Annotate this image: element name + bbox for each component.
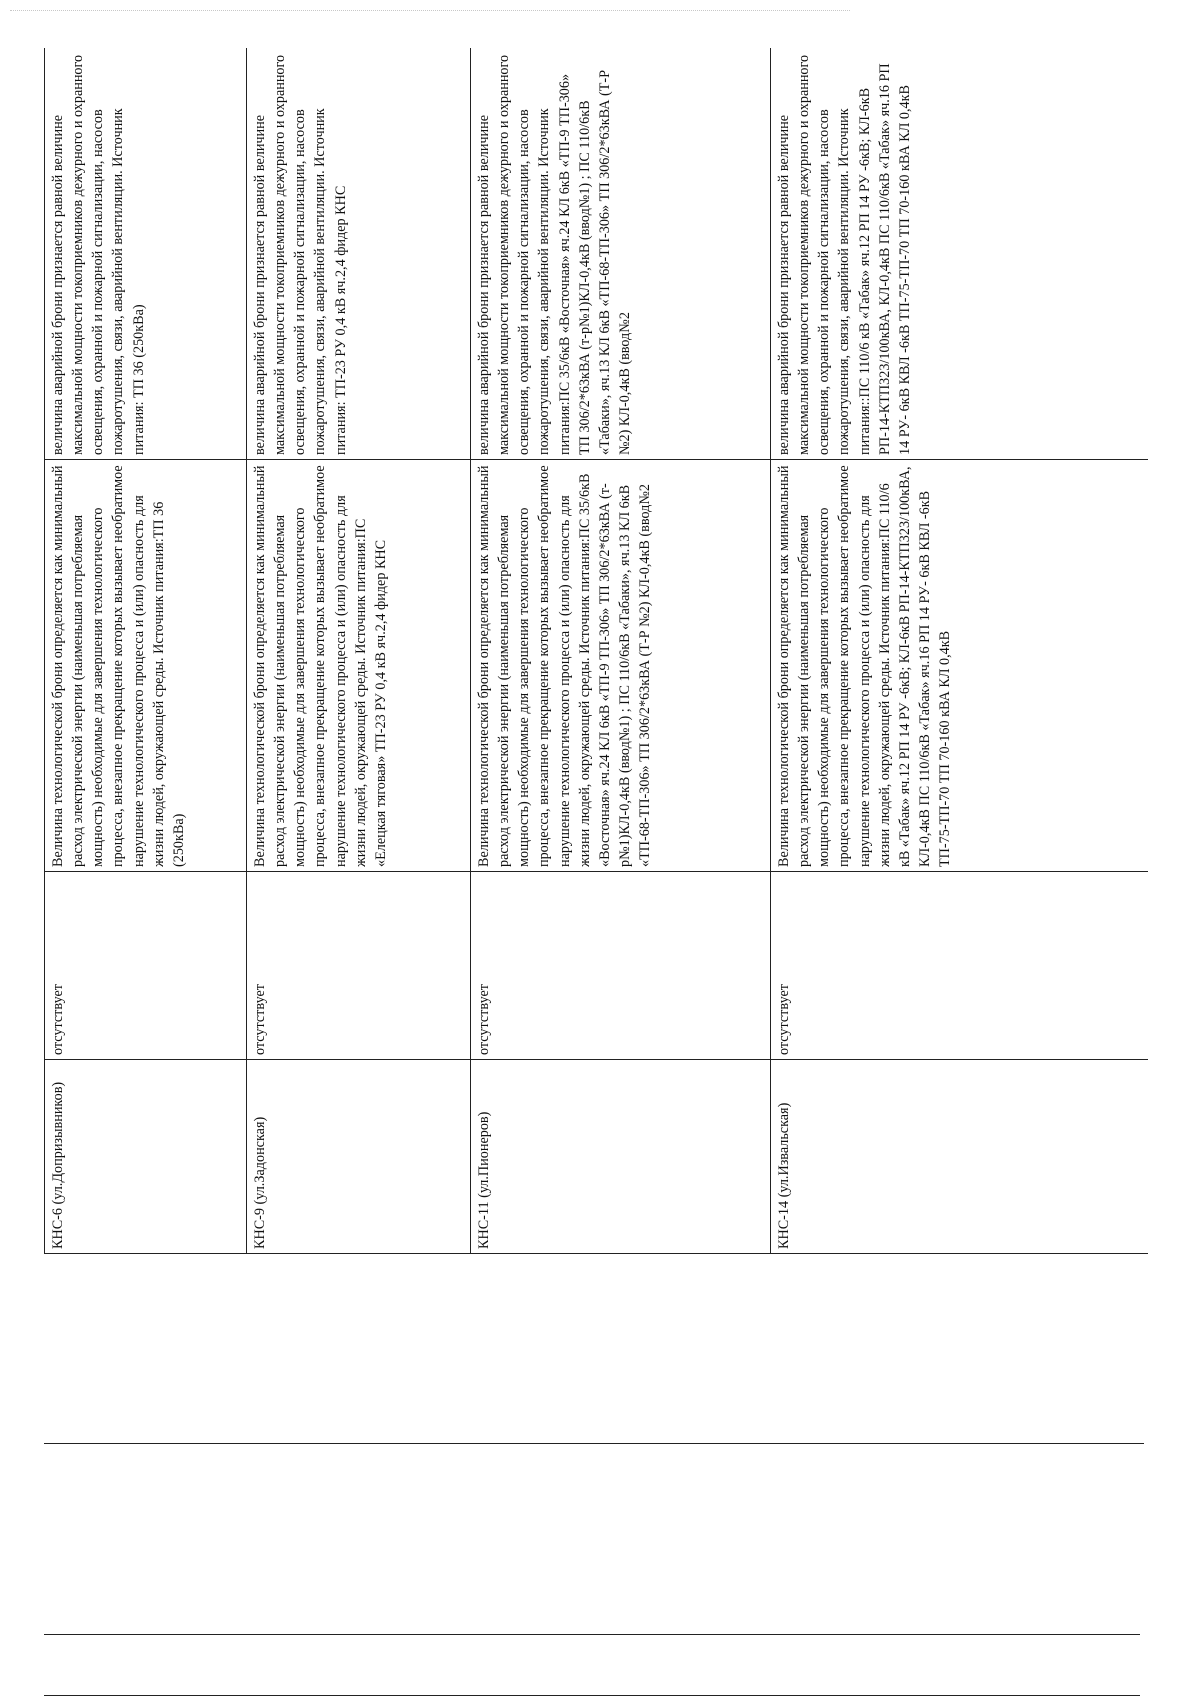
horizontal-rule xyxy=(44,1695,1140,1696)
horizontal-rule xyxy=(44,1634,1140,1635)
status-cell: отсутствует xyxy=(247,872,471,1060)
emergency-reserve-cell: величина аварийной брони признается равной величине максимальной мощности токоприемников дежурного и охранного освещения, охранной и пожарной сигнализации, насосов пожаротушения, связи, аварийной вентиляции. Источник питания: ТП-23 РУ 0,4 кВ яч.2,4 фидер КНС xyxy=(247,48,471,460)
status-cell: отсутствует xyxy=(771,872,1149,1060)
object-name-cell: КНС-9 (ул.Задонская) xyxy=(247,1060,471,1254)
status-cell: отсутствует xyxy=(471,872,771,1060)
emergency-reserve-cell: величина аварийной брони признается равной величине максимальной мощности токоприемников дежурного и охранного освещения, охранной и пожарной сигнализации, насосов пожаротушения, связи, аварийной вентиляции. Источник питания: ТП 36 (250кВа) xyxy=(45,48,247,460)
table-row xyxy=(471,48,771,1254)
emergency-reserve-cell: величина аварийной брони признается равной величине максимальной мощности токоприемников дежурного и охранного освещения, охранной и пожарной сигнализации, насосов пожаротушения, связи, аварийной вентиляции. Источник питания::ПС 110/6 кВ «Табак» яч.12 РП 14 РУ -6кВ; КЛ-6кВ РП-14-КТП323/100кВА, КЛ-0,4кВ ПС 110/6кВ «Табак» яч.16 РП 14 РУ- 6кВ КВЛ -6кВ ТП-75-ТП-70 ТП 70-160 кВА КЛ 0,4кВ xyxy=(771,48,1149,460)
tech-reserve-cell: Величина технологической брони определяется как минимальный расход электрической энергии (наименьшая потребляемая мощность) необходимые для завершения технологического процесса, внезапное прекращение которых вызывает необратимое нарушение технологического процесса и (или) опасность для жизни людей, окружающей среды. Источник питания:ПС «Елецкая тяговая» ТП-23 РУ 0,4 кВ яч.2,4 фидер КНС xyxy=(247,460,471,872)
scan-edge-line xyxy=(10,10,850,11)
status-cell: отсутствует xyxy=(45,872,247,1060)
horizontal-rule xyxy=(44,1443,1144,1444)
table-row xyxy=(247,48,471,1254)
table-row xyxy=(45,48,247,1254)
object-name-cell: КНС-14 (ул.Извальская) xyxy=(771,1060,1149,1254)
table-row xyxy=(771,48,1149,1254)
tech-reserve-cell: Величина технологической брони определяется как минимальный расход электрической энергии (наименьшая потребляемая мощность) необходимые для завершения технологического процесса, внезапное прекращение которых вызывает необратимое нарушение технологического процесса и (или) опасность для жизни людей, окружающей среды. Источник питания:ТП 36 (250кВа) xyxy=(45,460,247,872)
object-name-cell: КНС-11 (ул.Пионеров) xyxy=(471,1060,771,1254)
tech-reserve-cell: Величина технологической брони определяется как минимальный расход электрической энергии (наименьшая потребляемая мощность) необходимые для завершения технологического процесса, внезапное прекращение которых вызывает необратимое нарушение технологического процесса и (или) опасность для жизни людей, окружающей среды. Источник питания:ПС 110/6 кВ «Табак» яч.12 РП 14 РУ -6кВ; КЛ-6кВ РП-14-КТП323/100кВА, КЛ-0,4кВ ПС 110/6кВ «Табак» яч.16 РП 14 РУ- 6кВ КВЛ -6кВ ТП-75-ТП-70 ТП 70-160 кВА КЛ 0,4кВ xyxy=(771,460,1149,872)
emergency-reserve-cell: величина аварийной брони признается равной величине максимальной мощности токоприемников дежурного и охранного освещения, охранной и пожарной сигнализации, насосов пожаротушения, связи, аварийной вентиляции. Источник питания:ПС 35/6кВ «Восточная» яч.24 КЛ 6кВ «ТП-9 ТП-306» ТП 306/2*63кВА (т-р№1)КЛ-0,4кВ (ввод№1) ; ПС 110/6кВ «Табаки», яч.13 КЛ 6кВ «ТП-68-ТП-306» ТП 306/2*63кВА (Т-Р №2) КЛ-0,4кВ (ввод№2 xyxy=(471,48,771,460)
reserve-table xyxy=(44,48,1148,1254)
table-wrapper xyxy=(44,48,1148,1254)
tech-reserve-cell: Величина технологической брони определяется как минимальный расход электрической энергии (наименьшая потребляемая мощность) необходимые для завершения технологического процесса, внезапное прекращение которых вызывает необратимое нарушение технологического процесса и (или) опасность для жизни людей, окружающей среды. Источник питания:ПС 35/6кВ «Восточная» яч.24 КЛ 6кВ «ТП-9 ТП-306» ТП 306/2*63кВА (т-р№1)КЛ-0,4кВ (ввод№1) ; ПС 110/6кВ «Табаки», яч.13 КЛ 6кВ «ТП-68-ТП-306» ТП 306/2*63кВА (Т-Р №2) КЛ-0,4кВ (ввод№2 xyxy=(471,460,771,872)
rotated-page-area xyxy=(44,48,1148,1254)
object-name-cell: КНС-6 (ул.Допризывников) xyxy=(45,1060,247,1254)
